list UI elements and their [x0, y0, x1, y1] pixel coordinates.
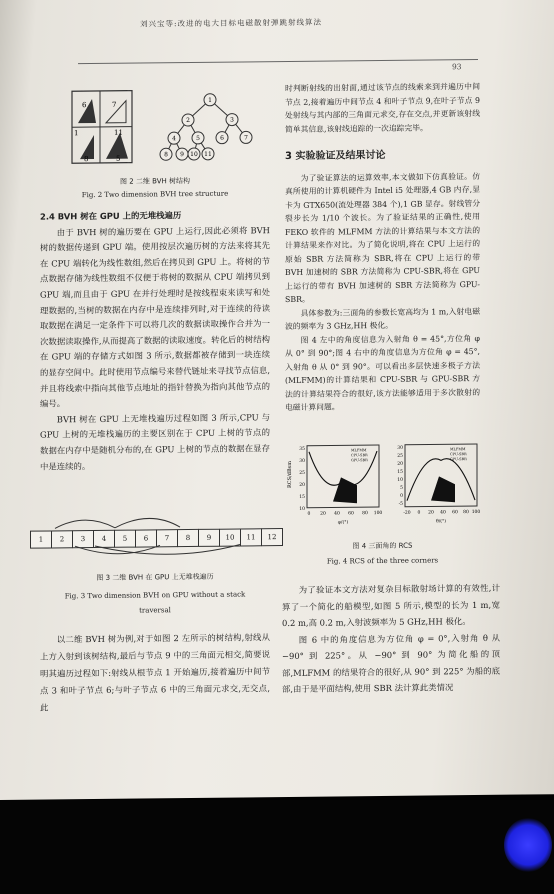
x-axis-label: θ/(°): [436, 519, 446, 525]
section-3-para-1: 为了验证算法的运算效率,本文做如下仿真验证。仿真所使用的计算机硬件为 Intel i5 处理器,4 GB 内存,显卡为 GTX650(流处理器 384 个),1 GB 显存。射线管分裂步长为 1/10 个波长。为了验证结果的正确性,使用 FEKO 软件的 MLFMM 方法的计算结果与本文方法的计算结果来作对比。为了简化说明,将在 CPU 上运行的原始 SBR 方法简称为 SBR,将在 CPU 上运行的带 BVH 加速树的 SBR 方法简称为 CPU-SBR,将在 GPU 上运行的带有 BVH 加速树的 SBR 方法简称为 GPU-SBR。: [285, 171, 480, 305]
right-bottom-paragraph-1: 为了验证本文方法对复杂目标散射场计算的有效性,计算了一个简化的船模型,如图 5 所示,模型的长为 1 m,宽 0.2 m,高 0.2 m,入射波频率为 5 GHz,HH 极化。: [282, 582, 500, 629]
left-column-upper: [40, 207, 270, 475]
array-cell: 1: [30, 530, 52, 548]
left-column-lower: [40, 629, 270, 716]
y-tick: 30: [299, 458, 305, 464]
grid-label: 8: [84, 155, 89, 164]
tree-node-label: 5: [196, 134, 200, 142]
tree-node-label: 2: [186, 117, 190, 125]
y-tick: 15: [397, 469, 403, 475]
fig3-caption-en: Fig. 3 Two dimension BVH on GPU without a stack traversal: [64, 590, 246, 615]
grid-label: 5: [116, 154, 121, 163]
x-tick: -20: [403, 510, 411, 516]
y-tick: 10: [299, 506, 305, 512]
y-axis-label: RCS/dBsm: [287, 461, 293, 488]
header-rule: [78, 59, 478, 64]
rcs-plots: [285, 440, 480, 532]
tree-node-label: 4: [172, 135, 176, 143]
section-2-4-para-1: 由于 BVH 树的遍历要在 GPU 上运行,因此必须将 BVH 树的数据传递到 GPU 端。使用按层次遍历树的方法来将其先在 CPU 端转化为线性数组,然后在拷贝到 GPU 上。将树的节点数据存储为线性数组不仅便于将树的数据从 CPU 端拷贝到 GPU 端,而且由于 GPU 在并行处理时是按线程束来读写和处理数据的,当树的数据在内存中是连续排列时,对于连续的待读取数据在满足一定条件下可以将几次的数据读取操作合并为一次数据读取操作,从而提高了数据的读取速度。转化后的树结构在 GPU 端的存储方式如图 3 所示,数据都被存储到一块连续的显存空间中。此时使用节点编号来替代链址来寻找节点信息,并且将线索中指向其他节点地址的指针替换为指向其他节点的编号。: [40, 224, 270, 409]
right-column-lower: [282, 580, 500, 698]
left-bottom-paragraph: 以二维 BVH 树为例,对于如图 2 左所示的树结构,射线从上方入射到该树结构,最后与节点 9 中的三角面元相交,简要说明其遍历过程如下:射线从根节点 1 开始遍历,接着遍历中间节点 3 和叶子节点 6;与叶子节点 6 中的三角面元求交,无交点,此: [40, 632, 270, 713]
x-tick: 100: [471, 509, 480, 516]
figure-4: [285, 440, 480, 536]
tree-node-label: 8: [164, 151, 168, 159]
array-cell: 10: [219, 528, 241, 546]
right-column-upper: [285, 80, 480, 415]
array-cell: 9: [198, 529, 220, 547]
section-2-4-para-2: BVH 树在 GPU 上无堆栈遍历过程如图 3 所示,CPU 与 GPU 上树的无堆栈遍历的主要区别在于 CPU 上树的节点的数据在内存中是随机分布的,在 GPU 上树的节点的数据在显存中是连续的。: [40, 411, 270, 472]
section-3-title: 3 实验验证及结果讨论: [285, 149, 386, 163]
legend-entry: GPU-SBR: [450, 457, 467, 462]
tree-node-label: 9: [180, 151, 184, 159]
x-tick: 80: [463, 510, 469, 516]
figure-2: [70, 87, 270, 173]
y-tick: 35: [299, 446, 305, 452]
right-bottom-paragraph-2: 图 6 中的角度信息为方位角 φ = 0°,入射角 θ 从 −90° 到 225°。从 −90° 到 90° 为简化船的顶部,MLFMM 的结果符合的很好,从 90° 到 225° 为船的底部,由于是平面结构,使用 SBR 法计算此类情况: [282, 632, 500, 695]
tree-node-label: 3: [230, 116, 234, 124]
array-cell: 4: [93, 530, 115, 548]
grid-label: 7: [112, 100, 117, 109]
y-tick: 10: [397, 477, 403, 483]
y-tick: 30: [397, 445, 403, 451]
x-tick: 20: [428, 510, 434, 516]
y-tick: 15: [299, 494, 305, 500]
tree-node-label: 11: [204, 150, 212, 158]
y-tick: 20: [397, 461, 403, 467]
x-tick: 100: [373, 510, 383, 517]
legend-entry: CPU-SBR: [351, 453, 368, 458]
legend-entry: MLFMM: [450, 447, 466, 452]
x-tick: 20: [320, 511, 326, 517]
section-2-4-title: 2.4 BVH 树在 GPU 上的无堆栈遍历: [40, 210, 182, 222]
fig3-caption-cn: 图 3 二维 BVH 在 GPU 上无堆栈遍历: [96, 572, 214, 582]
array-cell: 6: [135, 529, 157, 547]
figure-3-array: [30, 524, 282, 549]
section-3-para-3: 图 4 左中的角度信息为入射角 θ = 45°,方位角 φ 从 0° 到 90°;图 4 右中的角度信息为方位角 φ = 45°,入射角 θ 从 0° 到 90°。可以看出多层快速多极子方法(MLFMM)的计算结果和 CPU-SBR 与 GPU-SBR 方法的计算结果符合的很好,该方法能够适用于多次散射的电磁计算问题。: [285, 333, 480, 413]
y-tick: -5: [398, 501, 403, 507]
bvh-tree-figure: [70, 87, 270, 169]
fig4-caption-en: Fig. 4 RCS of the three corners: [326, 556, 439, 566]
right-top-paragraph: 时判断射线的出射面,通过该节点的线索来到并遍历中间节点 2,接着遍历中间节点 4 和叶子节点 9,在叶子节点 9 处射线与其内部的三角面元求交,存在交点,并更新该射线简单其信息,该射线追踪的一次追踪完毕。: [285, 81, 480, 134]
tree-node-label: 6: [220, 134, 224, 142]
grid-label: 1: [74, 129, 79, 138]
x-tick: 0: [417, 510, 421, 516]
y-tick: 20: [299, 482, 305, 488]
legend-entry: MLFMM: [351, 448, 367, 453]
dark-background: [0, 800, 554, 894]
legend-entry: GPU-SBR: [351, 458, 368, 463]
traversal-arrows-lower: [30, 542, 270, 563]
array-cell: 12: [261, 528, 283, 546]
array-cell: 3: [72, 530, 94, 548]
running-header: 刘兴宝等:改进的电大目标电磁散射弹跳射线算法: [140, 17, 323, 29]
array-cell: 2: [51, 530, 73, 548]
x-tick: 60: [348, 511, 354, 517]
tree-node-label: 10: [190, 150, 198, 159]
tree-node-label: 1: [208, 96, 212, 104]
y-tick: 25: [397, 453, 403, 459]
traversal-arrows: [30, 510, 270, 531]
x-tick: 80: [362, 511, 368, 517]
page-number: 93: [452, 62, 462, 72]
grid-label: 6: [82, 101, 87, 110]
x-axis-label: φ/(°): [337, 520, 349, 526]
y-tick: 5: [400, 485, 403, 491]
section-3-para-2: 具体参数为:三面角的参数长宽高均为 1 m,入射电磁波的频率为 3 GHz,HH 极化。: [285, 306, 480, 332]
fig4-caption-cn: 图 4 三面角的 RCS: [352, 541, 413, 551]
x-tick: 0: [307, 511, 311, 517]
grid-label: 11: [114, 128, 123, 137]
x-tick: 40: [334, 511, 340, 517]
fig2-caption-cn: 图 2 二维 BVH 树结构: [120, 177, 190, 186]
array-cell: 11: [240, 528, 262, 546]
blue-light-spot: [504, 818, 552, 872]
array-cell: 8: [177, 529, 199, 547]
tree-node-label: 7: [244, 134, 248, 142]
x-tick: 60: [452, 510, 458, 516]
array-cell: 5: [114, 530, 136, 548]
x-tick: 40: [440, 510, 446, 516]
fig2-caption-en: Fig. 2 Two dimension BVH tree structure: [81, 189, 229, 200]
array-cell: 7: [156, 529, 178, 547]
y-tick: 0: [400, 493, 403, 499]
y-tick: 25: [299, 470, 305, 476]
legend-entry: CPU-SBR: [450, 452, 467, 457]
